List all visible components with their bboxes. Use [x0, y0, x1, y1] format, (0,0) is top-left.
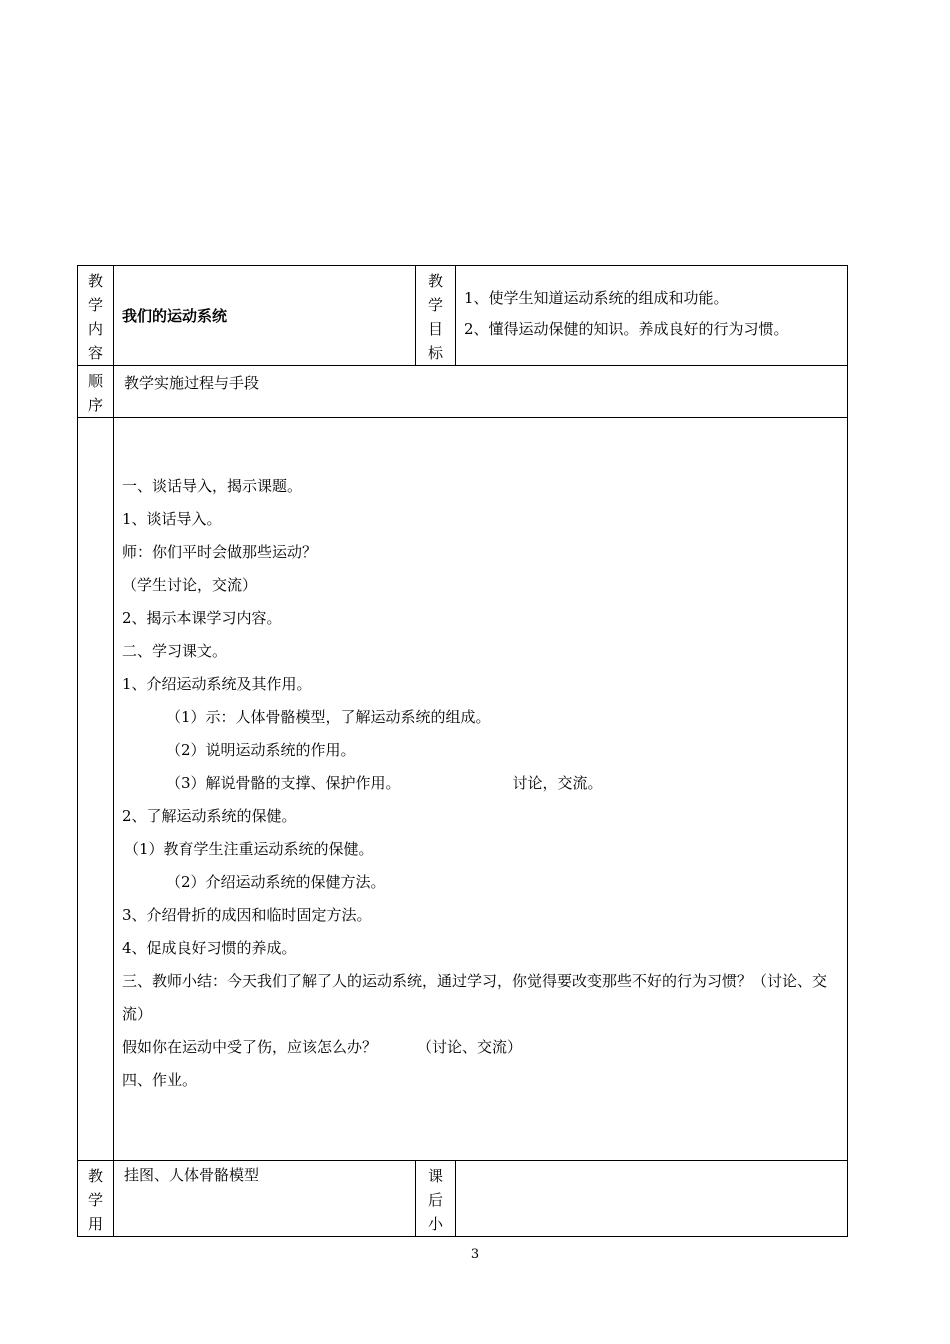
process-line: 2、揭示本课学习内容。	[122, 609, 282, 627]
materials-label: 教 学 用	[78, 1161, 114, 1237]
process-line: 3、介绍骨折的成因和临时固定方法。	[122, 906, 372, 924]
process-line: 四、作业。	[122, 1071, 198, 1089]
process-heading: 教学实施过程与手段	[114, 366, 848, 418]
process-line: 假如你在运动中受了伤，应该怎么办？ （讨论、交流）	[122, 1038, 523, 1056]
process-line: 1、介绍运动系统及其作用。	[122, 675, 312, 693]
reflection-label: 课 后 小	[416, 1161, 456, 1237]
process-line: （学生讨论，交流）	[122, 576, 258, 594]
process-line: （1）示：人体骨骼模型，了解运动系统的组成。	[166, 708, 491, 726]
process-line: （2）介绍运动系统的保健方法。	[166, 873, 386, 891]
process-line: 师：你们平时会做那些运动？	[122, 543, 318, 561]
process-line: 4、促成良好习惯的养成。	[122, 939, 297, 957]
goal-item: 2、懂得运动保健的知识。养成良好的行为习惯。	[464, 320, 789, 338]
process-line: 二、学习课文。	[122, 642, 228, 660]
process-line: （3）解说骨骼的支撑、保护作用。 讨论，交流。	[166, 774, 603, 792]
process-row	[78, 418, 848, 1161]
lesson-topic: 我们的运动系统	[114, 266, 416, 366]
page-number: 3	[470, 1247, 480, 1262]
reflection-cell	[456, 1161, 848, 1237]
process-line: 2、了解运动系统的保健。	[122, 807, 297, 825]
process-line: 1、谈话导入。	[122, 510, 222, 528]
lesson-goals	[456, 266, 848, 366]
process-line: 三、教师小结：今天我们了解了人的运动系统，通过学习，你觉得要改变那些不好的行为习惯？（讨论、交流）	[122, 972, 828, 1023]
sequence-row	[78, 366, 848, 418]
process-line: （2）说明运动系统的作用。	[166, 741, 356, 759]
content-row	[78, 266, 848, 366]
sequence-label: 顺 序	[78, 366, 114, 418]
teaching-materials: 挂图、人体骨骼模型	[114, 1161, 416, 1237]
process-body	[114, 418, 848, 1161]
process-line: 一、谈话导入，揭示课题。	[122, 477, 303, 495]
lesson-plan-table	[77, 265, 848, 1237]
process-line: （1）教育学生注重运动系统的保健。	[124, 840, 374, 858]
goal-item: 1、使学生知道运动系统的组成和功能。	[464, 289, 729, 307]
content-label: 教 学 内 容	[78, 266, 114, 366]
materials-row	[78, 1161, 848, 1237]
goals-label: 教 学 目 标	[416, 266, 456, 366]
process-label-empty	[78, 418, 114, 1161]
